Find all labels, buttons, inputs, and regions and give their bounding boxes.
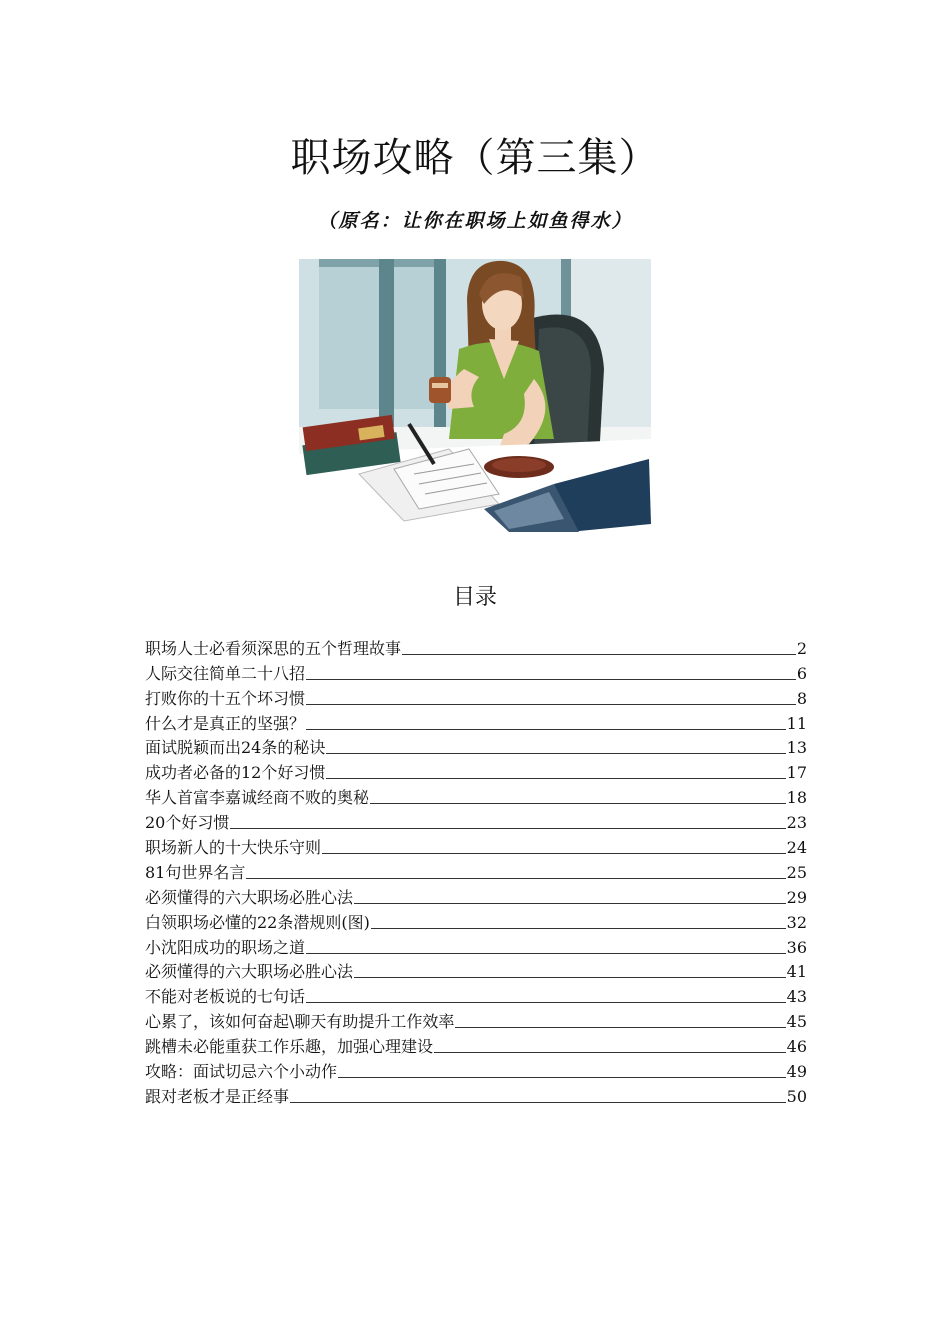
toc-leader-line (306, 678, 796, 680)
toc-entry[interactable] (145, 758, 807, 783)
toc-entry-title: 跟对老板才是正经事 (145, 1086, 290, 1106)
toc-entry-title: 不能对老板说的七句话 (145, 987, 306, 1007)
toc-entry-page: 41 (786, 962, 807, 982)
toc-entry-title: 心累了，该如何奋起\聊天有助提升工作效率 (145, 1012, 455, 1032)
toc-leader-line (306, 952, 786, 954)
toc-entry-page: 43 (786, 987, 807, 1007)
toc-entry-title: 什么才是真正的坚强？ (145, 713, 306, 733)
toc-leader-line (371, 927, 786, 929)
toc-entry[interactable] (145, 1007, 807, 1032)
toc-leader-line (306, 703, 796, 705)
toc-entry[interactable] (145, 833, 807, 858)
toc-entry-page: 11 (786, 713, 807, 733)
toc-leader-line (354, 902, 786, 904)
toc-entry[interactable] (145, 808, 807, 833)
toc-entry-title: 职场人士必看须深思的五个哲理故事 (145, 638, 402, 658)
toc-leader-line (455, 1026, 785, 1028)
toc-entry-page: 36 (786, 937, 807, 957)
toc-entry-page: 50 (786, 1086, 807, 1106)
toc-entry-page: 25 (786, 862, 807, 882)
toc-entry[interactable] (145, 1032, 807, 1057)
toc-entry[interactable] (145, 933, 807, 958)
toc-entry-page: 29 (786, 887, 807, 907)
toc-entry-page: 45 (786, 1012, 807, 1032)
toc-entry-title: 攻略：面试切忌六个小动作 (145, 1062, 338, 1082)
toc-entry-page: 49 (786, 1062, 807, 1082)
toc-leader-line (370, 802, 786, 804)
toc-entry-title: 人际交往简单二十八招 (145, 663, 306, 683)
toc-entry-title: 81句世界名言 (145, 862, 246, 882)
toc-entry-page: 2 (796, 638, 807, 658)
toc-leader-line (306, 728, 786, 730)
toc-leader-line (354, 976, 786, 978)
toc-entry[interactable] (145, 958, 807, 983)
toc-entry-title: 20个好习惯 (145, 813, 230, 833)
toc-entry[interactable] (145, 982, 807, 1007)
toc-entry-page: 24 (786, 838, 807, 858)
toc-leader-line (326, 752, 785, 754)
toc-entry-title: 白领职场必懂的22条潜规则(图) (145, 912, 370, 932)
toc-entry-title: 小沈阳成功的职场之道 (145, 937, 306, 957)
toc-entry-title: 必须懂得的六大职场必胜心法 (145, 962, 354, 982)
toc-entry-page: 18 (786, 788, 807, 808)
toc-entry[interactable] (145, 858, 807, 883)
toc-entry[interactable] (145, 1057, 807, 1082)
toc-entry-title: 职场新人的十大快乐守则 (145, 838, 322, 858)
toc-leader-line (290, 1101, 786, 1103)
toc-entry-title: 面试脱颖而出24条的秘诀 (145, 738, 326, 758)
toc-entry-page: 46 (786, 1037, 807, 1057)
toc-entry[interactable] (145, 634, 807, 659)
toc-entry-title: 华人首富李嘉诚经商不败的奥秘 (145, 788, 370, 808)
page-subtitle: （原名：让你在职场上如鱼得水） (317, 210, 633, 232)
toc-leader-line (246, 877, 785, 879)
toc-entry-title: 成功者必备的12个好习惯 (145, 763, 326, 783)
toc-entry-title: 跳槽未必能重获工作乐趣，加强心理建设 (145, 1037, 434, 1057)
toc-heading: 目录 (452, 585, 497, 610)
toc-leader-line (402, 653, 796, 655)
toc-entry-page: 8 (796, 688, 807, 708)
toc-leader-line (434, 1051, 786, 1053)
table-of-contents (145, 634, 807, 1107)
toc-entry[interactable] (145, 1082, 807, 1107)
toc-leader-line (326, 777, 785, 779)
page-title: 职场攻略（第三集） (290, 135, 660, 181)
toc-entry[interactable] (145, 883, 807, 908)
toc-entry[interactable] (145, 783, 807, 808)
toc-leader-line (322, 852, 786, 854)
toc-entry[interactable] (145, 734, 807, 759)
toc-entry-title: 必须懂得的六大职场必胜心法 (145, 887, 354, 907)
toc-entry-page: 23 (786, 813, 807, 833)
toc-entry-page: 32 (786, 912, 807, 932)
toc-entry-page: 17 (786, 763, 807, 783)
toc-leader-line (306, 1001, 786, 1003)
toc-entry[interactable] (145, 709, 807, 734)
toc-entry-page: 6 (796, 663, 807, 683)
toc-entry[interactable] (145, 659, 807, 684)
toc-entry-title: 打败你的十五个坏习惯 (145, 688, 306, 708)
toc-entry-page: 13 (786, 738, 807, 758)
office-woman-illustration (299, 259, 651, 532)
toc-entry[interactable] (145, 684, 807, 709)
toc-leader-line (230, 827, 785, 829)
toc-leader-line (338, 1076, 786, 1078)
toc-entry[interactable] (145, 908, 807, 933)
